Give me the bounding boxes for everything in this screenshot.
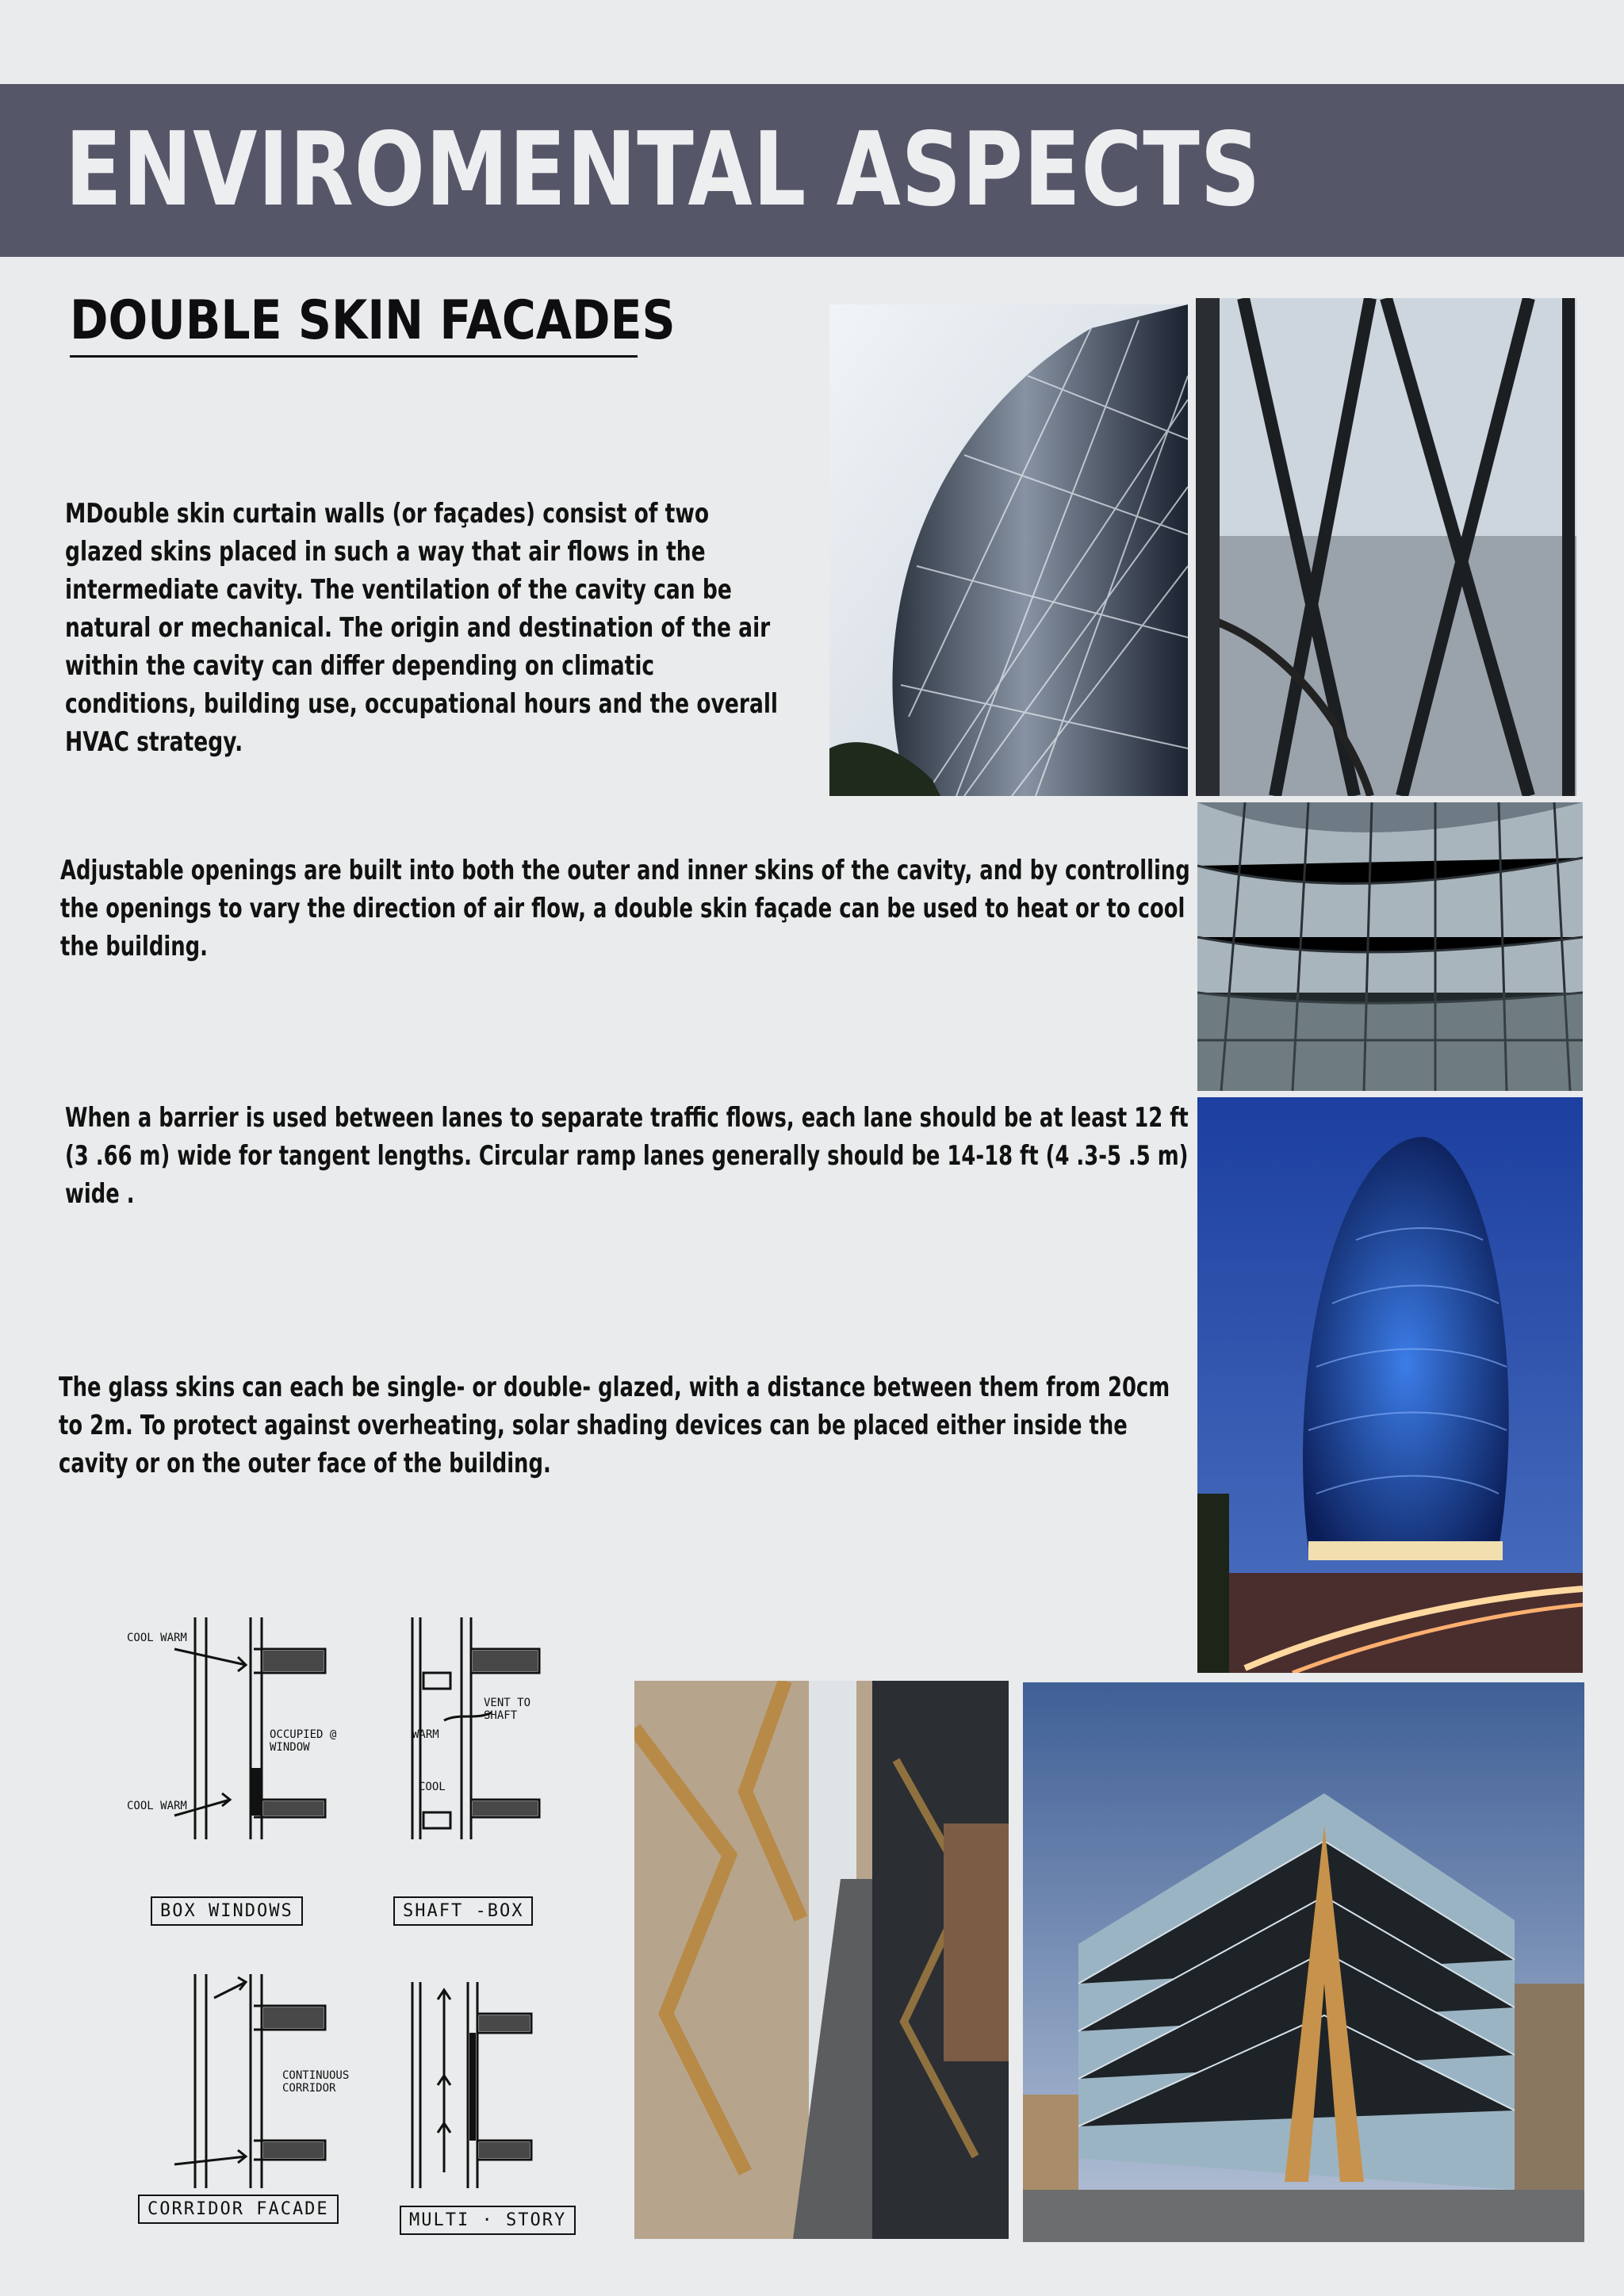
photo-curved-facade xyxy=(1197,802,1583,1091)
paragraph-barrier-lanes: When a barrier is used between lanes to separate traffic flows, each lane should be at least 12 ft (3 .66 m) wide for tangent lengths. Circular ramp lanes generally should be 14-18 ft (4 .3-5 .5 m) wide . xyxy=(65,1102,1189,1210)
sketch-box-windows xyxy=(127,1609,341,1839)
sketch-multi-story xyxy=(404,1966,547,2188)
sketch-box-note-top: COOL WARM xyxy=(127,1632,187,1644)
sketch-shaft-note-top: VENT TO SHAFT xyxy=(484,1697,531,1722)
paragraph-double-skin-definition: MDouble skin curtain walls (or façades) consist of two glazed skins placed in such a way that air flows in the intermediate cavity. The ventilation of the cavity can be natural or mechanical. The origin and destination of the air within the cavity can differ depending on climatic conditions, building use, occupational hours and the overall HVAC strategy. xyxy=(65,498,779,758)
photo-diagrid-interior xyxy=(1196,298,1576,796)
paragraph-adjustable-openings: Adjustable openings are built into both the outer and inner skins of the cavity, and by controlling the openings to vary the direction of air flow, a double skin façade can be used to heat or to cool the building. xyxy=(60,855,1190,962)
photo-facade-walkway xyxy=(634,1681,1009,2239)
sketch-corridor-note-mid: CONTINUOUS CORRIDOR xyxy=(282,2069,350,2095)
sketch-multi-label: MULTI · STORY xyxy=(400,2206,576,2235)
sketch-shaft-label: SHAFT -BOX xyxy=(393,1896,533,1926)
photo-corner-glass-building xyxy=(1023,1682,1584,2242)
sketch-shaft-box xyxy=(389,1609,547,1839)
sketch-box-note-mid: OCCUPIED @ WINDOW xyxy=(270,1728,337,1754)
sketch-box-label: BOX WINDOWS xyxy=(151,1896,303,1926)
sketch-shaft-note-mid: WARM xyxy=(412,1728,439,1741)
section-title-underline xyxy=(70,355,638,358)
header-banner xyxy=(0,84,1624,257)
photo-curved-glass-tower xyxy=(829,304,1188,796)
sketch-box-note-bottom: COOL WARM xyxy=(127,1800,187,1812)
photo-egg-tower-dusk xyxy=(1197,1097,1583,1673)
sketch-shaft-note-bottom: COOL xyxy=(419,1781,446,1793)
page-title: ENVIROMENTAL ASPECTS xyxy=(65,111,1262,229)
paragraph-glass-skins: The glass skins can each be single- or double- glazed, with a distance between them from 20cm to 2m. To protect against overheating, solar shading devices can be placed either inside the cavity or on the outer face of the building. xyxy=(59,1372,1170,1479)
section-title: DOUBLE SKIN FACADES xyxy=(70,289,676,352)
sketch-corridor-label: CORRIDOR FACADE xyxy=(138,2195,339,2224)
sketch-corridor-facade xyxy=(127,1966,350,2188)
